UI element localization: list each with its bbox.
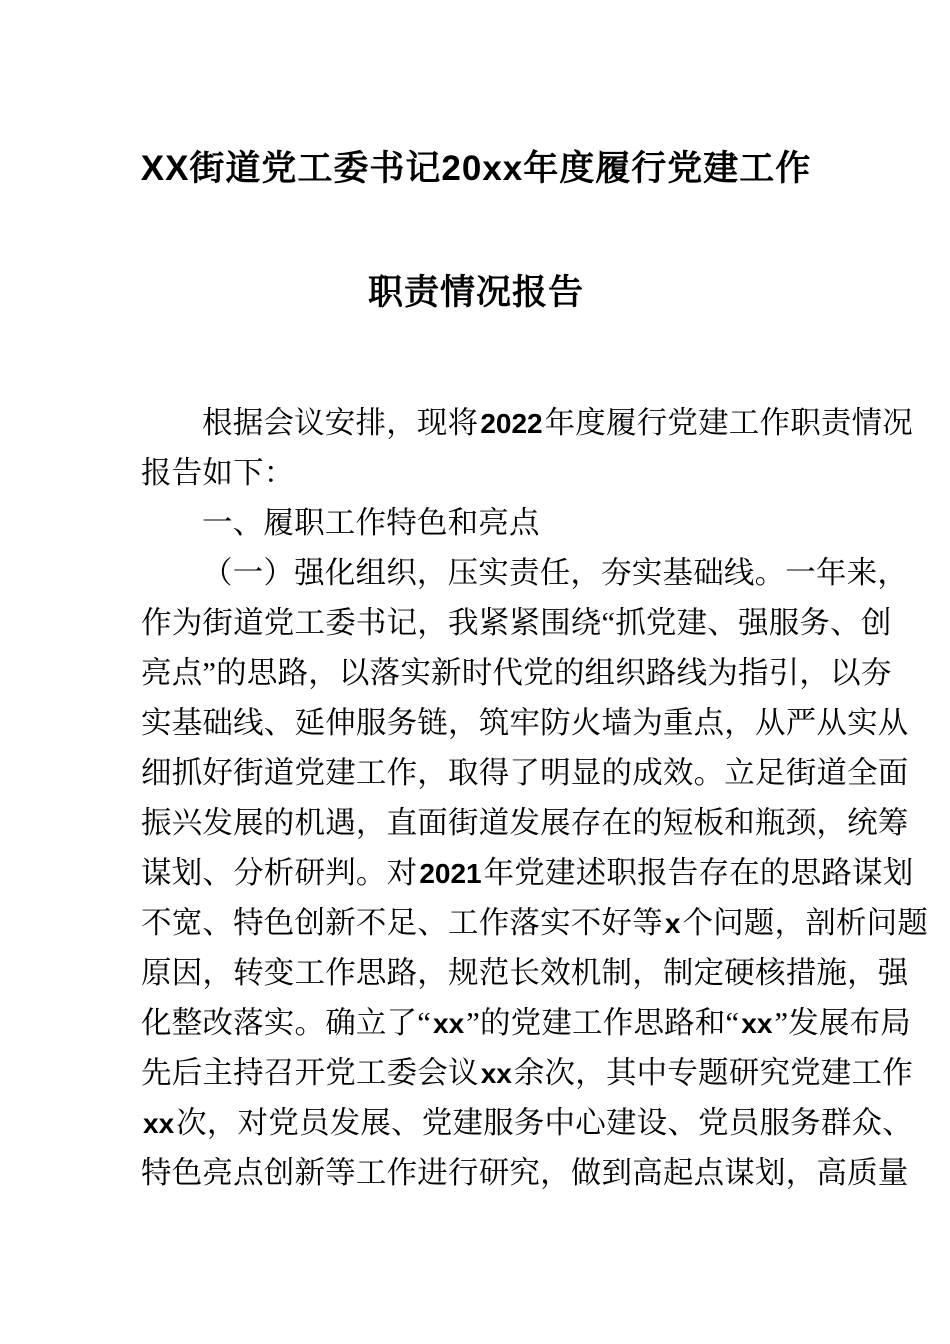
body-line <box>141 898 929 948</box>
body-line <box>141 1098 913 1148</box>
latin-run: x <box>664 908 681 939</box>
cjk-run: 年党建述职报告存在的思路谋划 <box>483 856 914 890</box>
body-line <box>141 498 813 548</box>
body-line <box>141 998 911 1048</box>
document-title <box>140 138 812 324</box>
body-line <box>141 1148 909 1198</box>
title-line-2: 职责情况报告 <box>367 273 584 312</box>
latin-run: xx <box>143 1108 175 1139</box>
cjk-run: 个问题，剖析问题 <box>682 906 929 940</box>
body-line <box>141 698 909 748</box>
cjk-run: 报告如下： <box>141 456 295 490</box>
body-line <box>141 448 813 498</box>
cjk-run: ”发展布局 <box>774 1006 911 1040</box>
cjk-run: 化整改落实。确立了“ <box>141 1006 432 1040</box>
body-line <box>141 398 914 448</box>
body-line <box>141 848 914 898</box>
cjk-run: 不宽、特色创新不足、工作落实不好等 <box>141 906 663 940</box>
latin-run: xx <box>480 1058 512 1089</box>
cjk-run: 谋划、分析研判。对 <box>141 856 418 890</box>
cjk-run: 余次，其中专题研究党建工作 <box>513 1056 913 1090</box>
cjk-run: 次，对党员发展、党建服务中心建设、党员服务群众、 <box>176 1106 913 1140</box>
cjk-run: 年度履行党建工作职责情况 <box>544 406 914 440</box>
cjk-run: 作为街道党工委书记，我紧紧围绕“抓党建、强服务、创 <box>141 606 892 640</box>
body-line <box>141 548 909 598</box>
cjk-run: （一）强化组织，压实责任，夯实基础线。一年来， <box>202 556 909 590</box>
latin-run: xx <box>741 1008 773 1039</box>
cjk-run: 一、履职工作特色和亮点 <box>202 506 540 540</box>
cjk-run: 振兴发展的机遇，直面街道发展存在的短板和瓶颈，统筹 <box>141 806 909 840</box>
body-line <box>141 648 892 698</box>
document-body <box>141 398 929 1198</box>
body-line <box>141 598 892 648</box>
latin-run: 2022 <box>480 408 543 439</box>
body-line <box>141 748 909 798</box>
body-line <box>141 948 909 998</box>
cjk-run: ”的党建工作思路和“ <box>466 1006 740 1040</box>
cjk-run: 原因，转变工作思路，规范长效机制，制定硬核措施，强 <box>141 956 909 990</box>
body-line <box>141 798 909 848</box>
cjk-run: 亮点”的思路，以落实新时代党的组织路线为指引，以夯 <box>141 656 892 690</box>
cjk-run: 特色亮点创新等工作进行研究，做到高起点谋划，高质量 <box>141 1156 909 1190</box>
latin-run: 2021 <box>419 858 482 889</box>
title-line-1: XX街道党工委书记20xx年度履行党建工作 <box>140 149 812 188</box>
body-line <box>141 1048 913 1098</box>
latin-run: xx <box>433 1008 465 1039</box>
cjk-run: 实基础线、延伸服务链，筑牢防火墙为重点，从严从实从 <box>141 706 909 740</box>
cjk-run: 根据会议安排，现将 <box>202 406 479 440</box>
cjk-run: 细抓好街道党建工作，取得了明显的成效。立足街道全面 <box>141 756 909 790</box>
cjk-run: 先后主持召开党工委会议 <box>141 1056 479 1090</box>
